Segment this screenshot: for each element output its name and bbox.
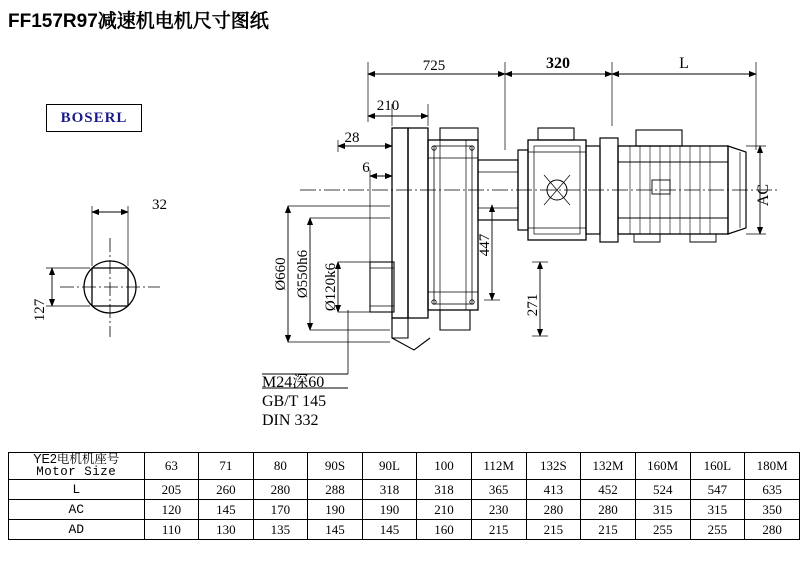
table-col-5: 100 bbox=[417, 453, 472, 480]
table-header-label bbox=[9, 453, 145, 480]
cell: 255 bbox=[635, 520, 690, 540]
cell: 135 bbox=[253, 520, 308, 540]
cell: 452 bbox=[581, 480, 636, 500]
cell: 145 bbox=[362, 520, 417, 540]
cell: 255 bbox=[690, 520, 745, 540]
table-col-1: 71 bbox=[199, 453, 254, 480]
note-din332: DIN 332 bbox=[262, 412, 319, 429]
dim-210: 210 bbox=[376, 98, 400, 114]
cell: 190 bbox=[308, 500, 363, 520]
cell: 205 bbox=[144, 480, 199, 500]
cell: 350 bbox=[745, 500, 800, 520]
dim-L: L bbox=[679, 55, 689, 72]
dim-271: 271 bbox=[525, 293, 541, 317]
table-col-0: 63 bbox=[144, 453, 199, 480]
row-label-AD: AD bbox=[9, 520, 145, 540]
table-col-10: 160L bbox=[690, 453, 745, 480]
cell: 288 bbox=[308, 480, 363, 500]
cell: 280 bbox=[581, 500, 636, 520]
cell: 260 bbox=[199, 480, 254, 500]
table-col-9: 160M bbox=[635, 453, 690, 480]
cell: 280 bbox=[526, 500, 581, 520]
cell: 230 bbox=[471, 500, 526, 520]
table-col-8: 132M bbox=[581, 453, 636, 480]
cell: 413 bbox=[526, 480, 581, 500]
dim-AC: AC bbox=[755, 183, 772, 207]
logo-text: BOSERL bbox=[60, 109, 128, 126]
note-gbt145: GB/T 145 bbox=[262, 393, 327, 410]
cell: 170 bbox=[253, 500, 308, 520]
table-col-7: 132S bbox=[526, 453, 581, 480]
dim-32: 32 bbox=[152, 197, 167, 213]
cell: 145 bbox=[199, 500, 254, 520]
cell: 365 bbox=[471, 480, 526, 500]
table-col-2: 80 bbox=[253, 453, 308, 480]
dim-660: Ø660 bbox=[273, 257, 289, 291]
cell: 160 bbox=[417, 520, 472, 540]
table-col-11: 180M bbox=[745, 453, 800, 480]
table-col-4: 90L bbox=[362, 453, 417, 480]
cell: 318 bbox=[362, 480, 417, 500]
cell: 280 bbox=[745, 520, 800, 540]
dim-28: 28 bbox=[344, 130, 360, 146]
table-header-row bbox=[9, 453, 800, 480]
dim-447: 447 bbox=[477, 233, 493, 257]
spec-table bbox=[8, 452, 800, 540]
table-header-cn: YE2电机机座号 bbox=[33, 452, 120, 466]
table-col-6: 112M bbox=[471, 453, 526, 480]
cell: 215 bbox=[581, 520, 636, 540]
row-label-AC: AC bbox=[9, 500, 145, 520]
cell: 524 bbox=[635, 480, 690, 500]
cell: 215 bbox=[526, 520, 581, 540]
cell: 130 bbox=[199, 520, 254, 540]
page-title: FF157R97减速机电机尺寸图纸 bbox=[8, 11, 269, 32]
cell: 318 bbox=[417, 480, 472, 500]
cell: 280 bbox=[253, 480, 308, 500]
cell: 215 bbox=[471, 520, 526, 540]
dim-127: 127 bbox=[32, 298, 48, 322]
dim-550h6: Ø550h6 bbox=[295, 249, 311, 299]
cell: 190 bbox=[362, 500, 417, 520]
cell: 210 bbox=[417, 500, 472, 520]
table-row bbox=[9, 500, 800, 520]
cell: 547 bbox=[690, 480, 745, 500]
table-row bbox=[9, 480, 800, 500]
note-m24: M24深60 bbox=[262, 374, 325, 391]
cell: 315 bbox=[635, 500, 690, 520]
cell: 635 bbox=[745, 480, 800, 500]
cell: 120 bbox=[144, 500, 199, 520]
dim-6: 6 bbox=[362, 160, 370, 176]
cell: 145 bbox=[308, 520, 363, 540]
dim-725: 725 bbox=[422, 58, 446, 74]
cell: 110 bbox=[144, 520, 199, 540]
dim-120k6: Ø120k6 bbox=[323, 262, 339, 312]
row-label-L: L bbox=[9, 480, 145, 500]
table-col-3: 90S bbox=[308, 453, 363, 480]
dim-320: 320 bbox=[546, 55, 570, 72]
table-header-en: Motor Size bbox=[36, 465, 117, 479]
cell: 315 bbox=[690, 500, 745, 520]
table-row bbox=[9, 520, 800, 540]
